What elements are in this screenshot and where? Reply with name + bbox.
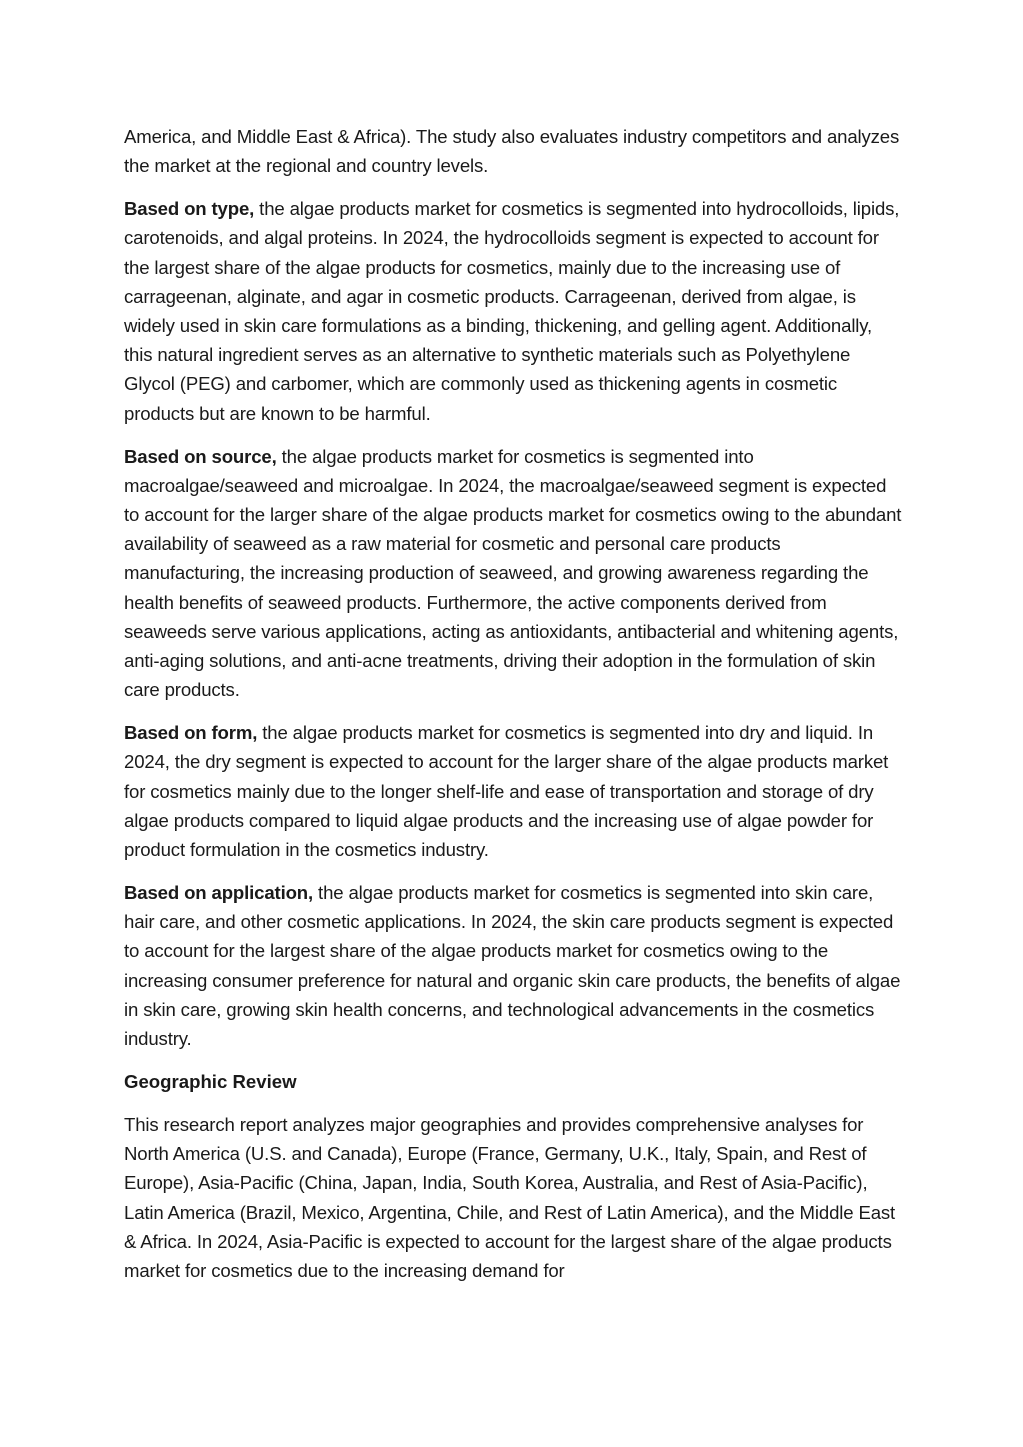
type-lead: Based on type, [124, 198, 255, 220]
type-paragraph [124, 194, 902, 428]
document-page [124, 122, 902, 1299]
source-paragraph [124, 442, 902, 705]
intro-paragraph [124, 122, 902, 180]
type-text: the algae products market for cosmetics is segmented into hydrocolloids, lipids, carotenoids, and algal proteins. In 2024, the hydrocolloids segment is expected to account for the largest share of the algae products for cosmetics, mainly due to the increasing use of carrageenan, alginate, and agar in cosmetic products. Carrageenan, derived from algae, is widely used in skin care formulations as a binding, thickening, and gelling agent. Additionally, this natural ingredient serves as an alternative to synthetic materials such as Polyethylene Glycol (PEG) and carbomer, which are commonly used as thickening agents in cosmetic products but are known to be harmful. [124, 198, 900, 424]
intro-text: America, and Middle East & Africa). The study also evaluates industry competitors and analyzes the market at the regional and country levels. [124, 126, 900, 177]
form-paragraph [124, 718, 902, 864]
source-text: the algae products market for cosmetics is segmented into macroalgae/seaweed and microalgae. In 2024, the macroalgae/seaweed segment is expected to account for the larger share of the algae products market for cosmetics owing to the abundant availability of seaweed as a raw material for cosmetic and personal care products manufacturing, the increasing production of seaweed, and growing awareness regarding the health benefits of seaweed products. Furthermore, the active components derived from seaweeds serve various applications, acting as antioxidants, antibacterial and whitening agents, anti-aging solutions, and anti-acne treatments, driving their adoption in the formulation of skin care products. [124, 445, 902, 701]
form-lead: Based on form, [124, 722, 258, 744]
geographic-heading: Geographic Review [124, 1071, 297, 1093]
application-text: the algae products market for cosmetics is segmented into skin care, hair care, and other cosmetic applications. In 2024, the skin care products segment is expected to account for the largest share of the algae products market for cosmetics owing to the increasing consumer preference for natural and organic skin care products, the benefits of algae in skin care, growing skin health concerns, and technological advancements in the cosmetics industry. [124, 882, 901, 1050]
geographic-paragraph [124, 1110, 902, 1285]
geographic-text: This research report analyzes major geographies and provides comprehensive analyses for North America (U.S. and Canada), Europe (France, Germany, U.K., Italy, Spain, and Rest of Europe), Asia-Pacific (China, Japan, India, South Korea, Australia, and Rest of Asia-Pacific), Latin America (Brazil, Mexico, Argentina, Chile, and Rest of Latin America), and the Middle East & Africa. In 2024, Asia-Pacific is expected to account for the largest share of the algae products market for cosmetics due to the increasing demand for [124, 1114, 896, 1282]
source-lead: Based on source, [124, 445, 277, 467]
application-paragraph [124, 878, 902, 1053]
application-lead: Based on application, [124, 882, 314, 904]
form-text: the algae products market for cosmetics is segmented into dry and liquid. In 2024, the dry segment is expected to account for the larger share of the algae products market for cosmetics mainly due to the longer shelf-life and ease of transportation and storage of dry algae products compared to liquid algae products and the increasing use of algae powder for product formulation in the cosmetics industry. [124, 722, 889, 861]
